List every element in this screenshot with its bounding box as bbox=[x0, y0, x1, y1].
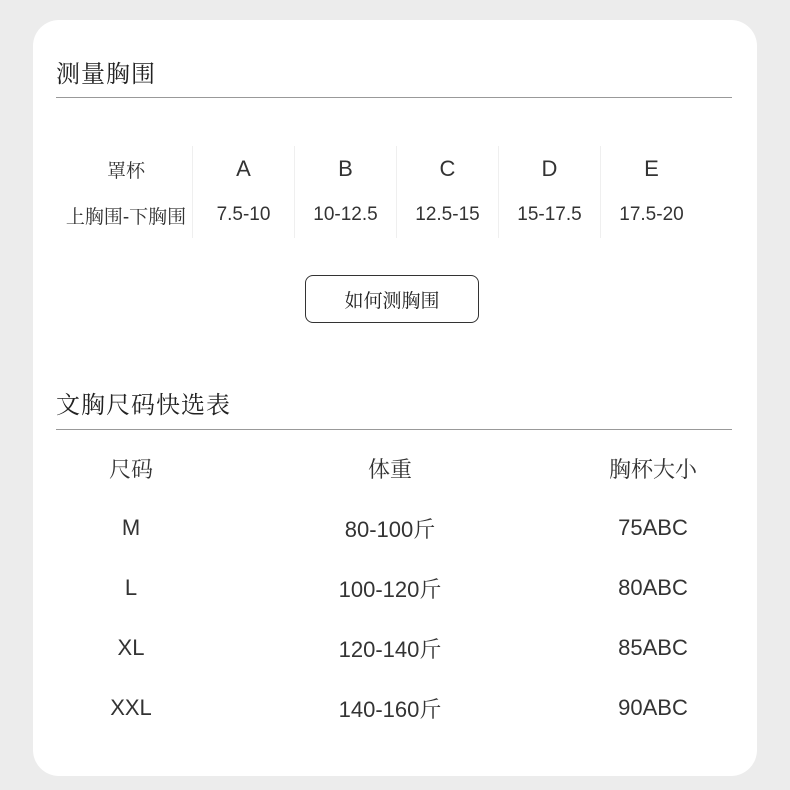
table-row bbox=[56, 498, 732, 558]
header-weight: 体重 bbox=[367, 456, 412, 482]
table-row bbox=[56, 678, 732, 738]
cup-label-d: D bbox=[498, 146, 600, 192]
size-table-header bbox=[56, 438, 732, 498]
weight-cell: 100-120斤 bbox=[338, 576, 442, 602]
range-a: 7.5-10 bbox=[192, 192, 294, 238]
cup-size-cell: 80ABC bbox=[618, 575, 688, 600]
cup-table bbox=[60, 146, 732, 238]
size-cell: M bbox=[121, 515, 141, 540]
cup-label-c: C bbox=[396, 146, 498, 192]
cup-label-a: A bbox=[192, 146, 294, 192]
range-c: 12.5-15 bbox=[396, 192, 498, 238]
table-row bbox=[56, 618, 732, 678]
cup-row-label: 罩杯 bbox=[106, 160, 145, 182]
size-cell: XL bbox=[117, 635, 145, 660]
weight-cell: 80-100斤 bbox=[344, 516, 436, 542]
size-chart-title: 文胸尺码快选表 bbox=[56, 392, 231, 419]
cup-size-cell: 90ABC bbox=[618, 695, 688, 720]
header-cup-size: 胸杯大小 bbox=[608, 456, 697, 482]
size-chart-divider bbox=[56, 429, 732, 430]
size-table bbox=[56, 438, 732, 738]
range-d: 15-17.5 bbox=[498, 192, 600, 238]
measure-title: 测量胸围 bbox=[56, 61, 156, 88]
how-to-measure-button[interactable]: 如何测胸围 bbox=[305, 275, 479, 323]
size-cell: L bbox=[124, 575, 138, 600]
header-size: 尺码 bbox=[108, 456, 153, 482]
cup-size-cell: 85ABC bbox=[618, 635, 688, 660]
cup-size-cell: 75ABC bbox=[618, 515, 688, 540]
cup-label-b: B bbox=[294, 146, 396, 192]
difference-row-label: 上胸围-下胸围 bbox=[65, 206, 187, 228]
weight-cell: 140-160斤 bbox=[338, 696, 442, 722]
size-guide-card bbox=[33, 20, 757, 776]
range-b: 10-12.5 bbox=[294, 192, 396, 238]
cup-label-e: E bbox=[600, 146, 702, 192]
measure-divider bbox=[56, 97, 732, 98]
size-cell: XXL bbox=[110, 695, 152, 720]
table-row bbox=[56, 558, 732, 618]
weight-cell: 120-140斤 bbox=[338, 636, 442, 662]
range-e: 17.5-20 bbox=[600, 192, 702, 238]
